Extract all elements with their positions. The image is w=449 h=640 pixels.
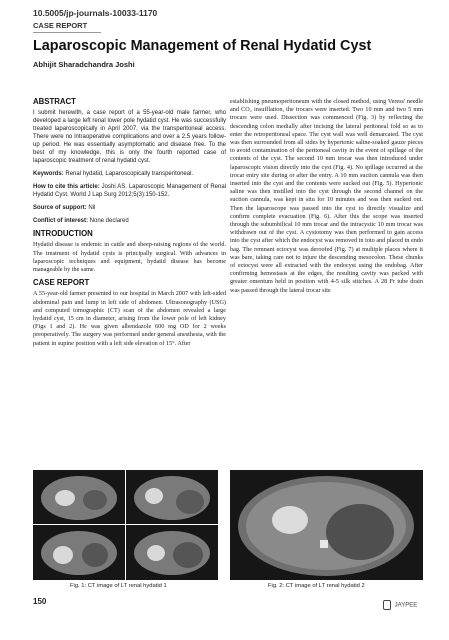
cite-text: Joshi AS. Laparoscopic Management of Renal Hydatid Cyst. World J Lap Surg 2012;5(3):150-152. (33, 184, 226, 199)
right-column-text: establishing pneumoperitoneum with the closed method, using Veress' needle and CO₂ insufflation, the trocars were inserted. Two 10 mm and two 5 mm trocars were used. Dissection was commenced (Fig. 3) by reflecting the descending colon medially after incising the lateral peritoneal fold so as to enter the retroperitoneal space. The cyst wall was well demarcated. The cyst was then surrounded from all sides by hypertonic saline-soaked gauze pieces to avoid contamination of the peritoneal cavity in the event of spillage of the contents of the cyst. The second 10 mm trocar was then introduced under laparoscopic vision directly into the cyst (Fig. 4). No spillage occurred at the trocar entry site during or after the entry. A 10 mm suction cannula was then inserted into the cyst and the contents were sucked out (Fig. 5). Hypertonic saline was then instilled into the cyst through the second channel on the suction cannula, was kept in situ for 10 minutes and was then sucked out. Then the laparoscope was passed into the cyst to directly visualize and confirm complete evacuation (Fig. 6). After this the scope was inserted through the subumbilical 10 mm trocar and the intracystic 10 mm trocar was withdrawn out of the cyst. A cystotomy was then performed to gain access into the cyst after which the endocyst was removed in toto and placed in endo bag. The remnant ectocyst was deroofed (Fig. 7) at multiple places where it was bare, taking care not to injure the descending mesocolon. These chunks of ectocyst were all extracted with the endocyst using the endobag. After confirming hemostasis at the edges, the resulting cavity was packed with greater omentum held in position with 4-5 silk stitches. A 28 Fr tube drain was passed through the lateral trocar site (230, 98, 423, 294)
intro-heading: INTRODUCTION (33, 229, 93, 239)
case-heading: CASE REPORT (33, 278, 90, 288)
intro-text: Hydatid disease is endemic in cattle and sheep-raising regions of the world. The treatment of hydatid cysts is principally surgical. With advances in laparoscopic techniques and equipment, hydatid disease has become manageable by the same. (33, 241, 226, 274)
cite-label: How to cite this article: (33, 184, 100, 191)
doi: 10.5005/jp-journals-10033-1170 (33, 8, 158, 18)
figure-1 (33, 470, 218, 580)
abstract-text: I submit herewith, a case report of a 55-year-old male farmer, who developed a large left renal lower pole hydatid cyst. He was successfully treated laparoscopically in April 2007, via the transperitoneal access. There were no intraoperative complications and over a 2.5 years follow-up period. He was essentially asymptomatic and disease free. To the best of my knowledge, this is only the fourth reported case of laparoscopic treatment of renal hydatid cyst. (33, 110, 226, 165)
support (33, 204, 226, 212)
conflict-text: None declared (89, 218, 129, 225)
publisher-name: JAYPEE (394, 602, 418, 609)
keywords (33, 170, 226, 178)
article-type: CASE REPORT (33, 21, 88, 30)
conflict (33, 217, 226, 225)
left-column (33, 98, 226, 353)
case-text: A 55-year-old farmer presented to our hospital in March 2007 with left-sided abdominal pain and lump in left side of abdomen. Ultrasonography (USG) and computed tomographic (CT) scan of the abdomen revealed a large hydatid cyst, 15 cm in diameter, arising from the lower pole of left kidney (Figs 1 and 2). He was given albendazole 600 mg OD for 2 weeks preoperatively. The surgery was performed under general anesthesia, with the patient in supine position with a left side elevation of 15°. After (33, 290, 226, 347)
figure-2 (230, 470, 423, 580)
right-column (230, 98, 423, 300)
ct-image (126, 525, 218, 580)
cite (33, 183, 226, 199)
ct-image (33, 470, 125, 524)
article-title: Laparoscopic Management of Renal Hydatid Cyst (33, 38, 372, 54)
ct-image (126, 470, 218, 524)
figure-2-caption: Fig. 2: CT image of LT renal hydatid 2 (268, 583, 365, 589)
conflict-label: Conflict of interest: (33, 218, 88, 225)
ct-image (33, 525, 125, 580)
publisher-icon (383, 600, 391, 610)
page-number: 150 (33, 597, 47, 606)
abstract-heading: ABSTRACT (33, 97, 76, 106)
support-text: Nil (88, 205, 96, 212)
keywords-label: Keywords: (33, 171, 64, 178)
header-rule (33, 32, 101, 33)
keywords-text: Renal hydatid, Laparoscopically transperitoneal. (65, 171, 194, 178)
ct-image (230, 470, 423, 580)
figure-1-caption: Fig. 1: CT image of LT renal hydatid 1 (70, 583, 167, 589)
publisher-logo (383, 600, 417, 610)
support-label: Source of support: (33, 205, 87, 212)
author: Abhijit Sharadchandra Joshi (33, 60, 135, 69)
